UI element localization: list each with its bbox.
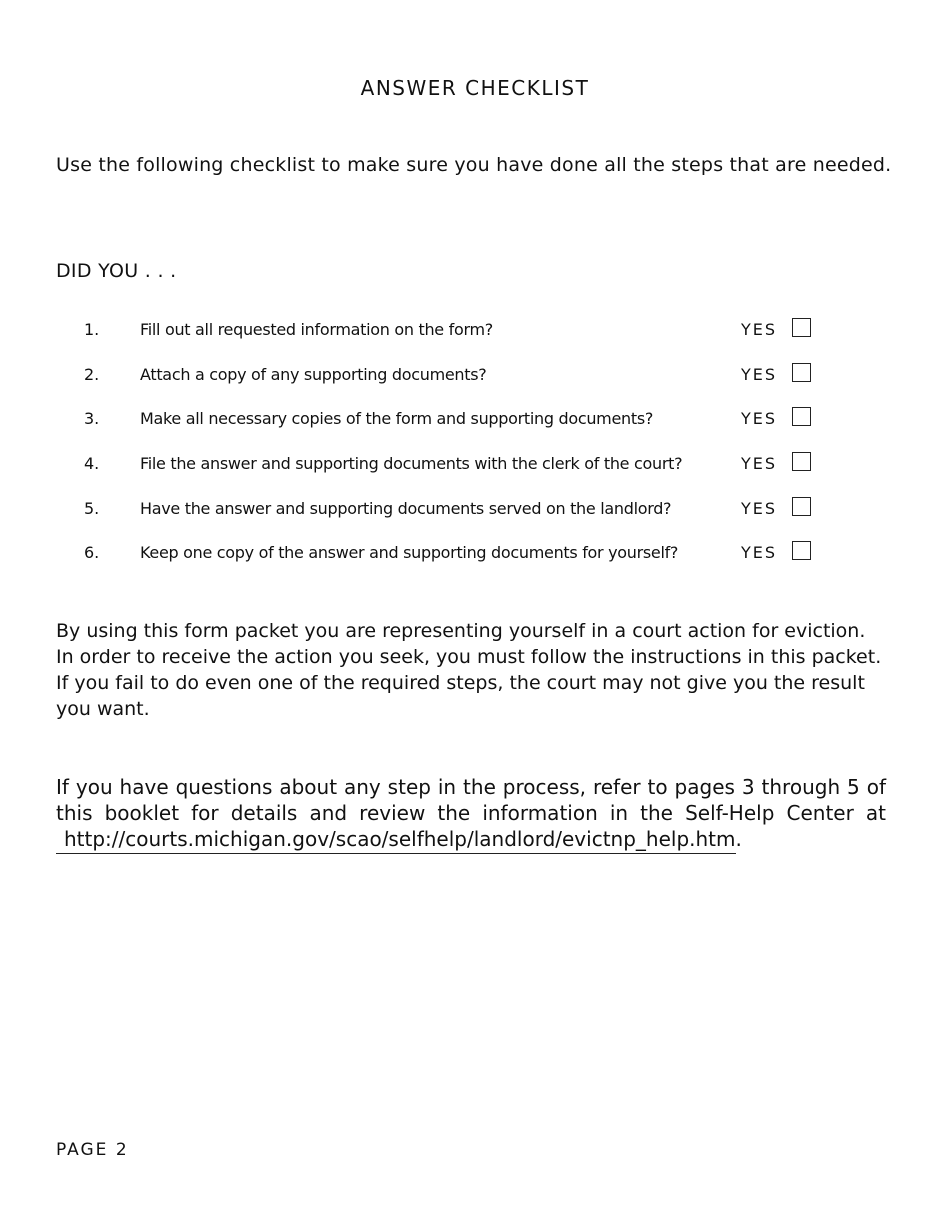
checklist-item-1 [0,320,950,350]
yes-checkbox[interactable] [792,363,811,382]
checklist-item-2 [0,365,950,395]
item-number: 1. [84,320,100,339]
item-question: Fill out all requested information on the form? [140,320,493,339]
yes-checkbox[interactable] [792,541,811,560]
self-help-link[interactable]: http://courts.michigan.gov/scao/selfhelp/landlord/evictnp_help.htm [56,827,736,854]
period: . [735,827,742,851]
item-question: Keep one copy of the answer and supporting documents for yourself? [140,543,679,562]
intro-text: Use the following checklist to make sure you have done all the steps that are needed. [56,154,892,176]
yes-label: YES [741,320,778,339]
item-number: 4. [84,454,100,473]
item-question: File the answer and supporting documents with the clerk of the court? [140,454,683,473]
page-number: PAGE 2 [56,1140,129,1160]
item-number: 5. [84,499,100,518]
item-number: 6. [84,543,100,562]
yes-checkbox[interactable] [792,452,811,471]
item-number: 3. [84,409,100,428]
checklist-item-5 [0,499,950,529]
did-you-heading: DID YOU . . . [56,260,177,282]
yes-label: YES [741,365,778,384]
yes-checkbox[interactable] [792,318,811,337]
yes-checkbox[interactable] [792,407,811,426]
checklist-item-3 [0,409,950,439]
yes-label: YES [741,543,778,562]
item-question: Make all necessary copies of the form and supporting documents? [140,409,654,428]
item-question: Have the answer and supporting documents served on the landlord? [140,499,672,518]
checklist-item-4 [0,454,950,484]
yes-label: YES [741,409,778,428]
questions-text: If you have questions about any step in the process, refer to pages 3 through 5 of this booklet for details and review the information in the Self-Help Center at [56,775,886,825]
instructions-paragraph: By using this form packet you are representing yourself in a court action for eviction. In order to receive the action you seek, you must follow the instructions in this packet. If you fail to do even one of the required steps, the court may not give you the result you want. [56,620,882,720]
item-number: 2. [84,365,100,384]
yes-checkbox[interactable] [792,497,811,516]
item-question: Attach a copy of any supporting documents? [140,365,487,384]
yes-label: YES [741,499,778,518]
checklist-item-6 [0,543,950,573]
page-title: ANSWER CHECKLIST [360,76,590,100]
yes-label: YES [741,454,778,473]
questions-paragraph [56,774,886,852]
